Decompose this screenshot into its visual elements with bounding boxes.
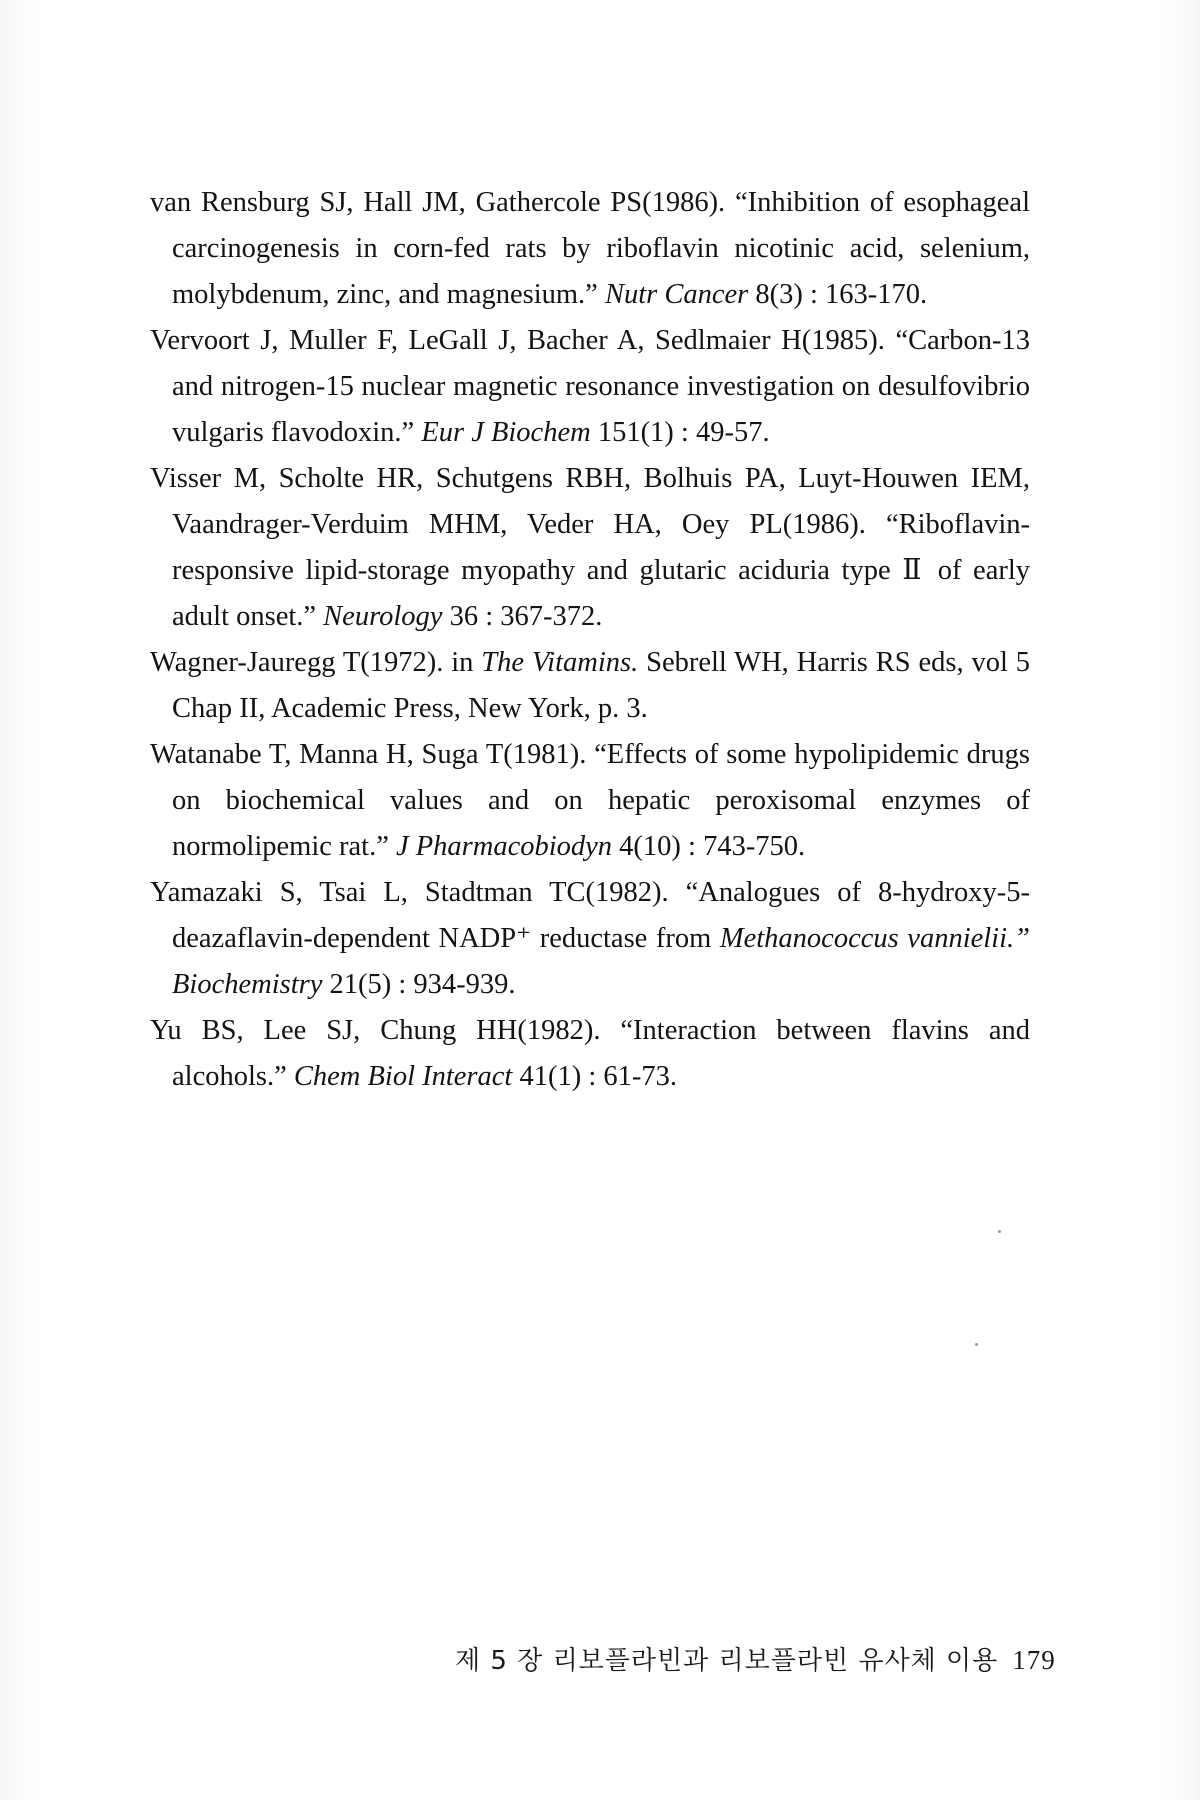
reference-list: [150, 180, 1030, 1100]
reference-text: Visser M, Scholte HR, Schutgens RBH, Bolhuis PA, Luyt-Houwen IEM, Vaandrager-Verduim MHM, Veder HA, Oey PL(1986). “Riboflavin-responsive lipid-storage myopathy and glutaric aciduria type Ⅱ of early adult onset.”: [150, 463, 1030, 632]
citation-details: 36 : 367-372.: [442, 601, 603, 632]
journal-name: Methanococcus vannielii.” Biochemistry: [172, 923, 1030, 1000]
reference-entry: [150, 456, 1030, 640]
reference-text: van Rensburg SJ, Hall JM, Gathercole PS(1986). “Inhibition of esophageal carcinogenesis in corn-fed rats by riboflavin nicotinic acid, selenium, molybdenum, zinc, and magnesium.”: [150, 187, 1030, 310]
journal-name: Nutr Cancer: [604, 279, 749, 310]
reference-entry: [150, 732, 1030, 870]
journal-name: The Vitamins.: [481, 647, 639, 678]
page-footer: [455, 1640, 1056, 1677]
reference-text: Yamazaki S, Tsai L, Stadtman TC(1982). “Analogues of 8-hydroxy-5-deazaflavin-dependent NADP⁺ reductase from: [150, 877, 1030, 954]
journal-name: Chem Biol Interact: [293, 1061, 513, 1092]
reference-entry: [150, 318, 1030, 456]
citation-details: 151(1) : 49-57.: [590, 417, 770, 448]
scan-speck: [998, 1230, 1001, 1233]
reference-entry: [150, 180, 1030, 318]
chapter-title: 제 5 장 리보플라빈과 리보플라빈 유사체 이용: [455, 1646, 999, 1676]
journal-name: J Pharmacobiodyn: [395, 831, 613, 862]
journal-name: Eur J Biochem: [421, 417, 591, 448]
page-number: 179: [1012, 1645, 1056, 1675]
reference-text: Wagner-Jauregg T(1972). in: [150, 647, 482, 678]
reference-text: Yu BS, Lee SJ, Chung HH(1982). “Interaction between flavins and alcohols.”: [150, 1015, 1030, 1092]
journal-name: Neurology: [323, 601, 443, 632]
citation-details: 21(5) : 934-939.: [322, 969, 516, 1000]
citation-details: 41(1) : 61-73.: [512, 1061, 677, 1092]
citation-details: 4(10) : 743-750.: [612, 831, 806, 862]
scan-speck: [975, 1343, 978, 1346]
reference-entry: [150, 1008, 1030, 1100]
reference-text: Vervoort J, Muller F, LeGall J, Bacher A, Sedlmaier H(1985). “Carbon-13 and nitrogen-15 nuclear magnetic resonance investigation on desulfovibrio vulgaris flavodoxin.”: [150, 325, 1030, 448]
citation-details: 8(3) : 163-170.: [748, 279, 928, 310]
reference-entry: [150, 640, 1030, 732]
reference-entry: [150, 870, 1030, 1008]
reference-text: Watanabe T, Manna H, Suga T(1981). “Effects of some hypolipidemic drugs on biochemical values and on hepatic peroxisomal enzymes of normolipemic rat.”: [150, 739, 1030, 862]
citation-details: Sebrell WH, Harris RS eds, vol 5 Chap II, Academic Press, New York, p. 3.: [172, 647, 1030, 724]
